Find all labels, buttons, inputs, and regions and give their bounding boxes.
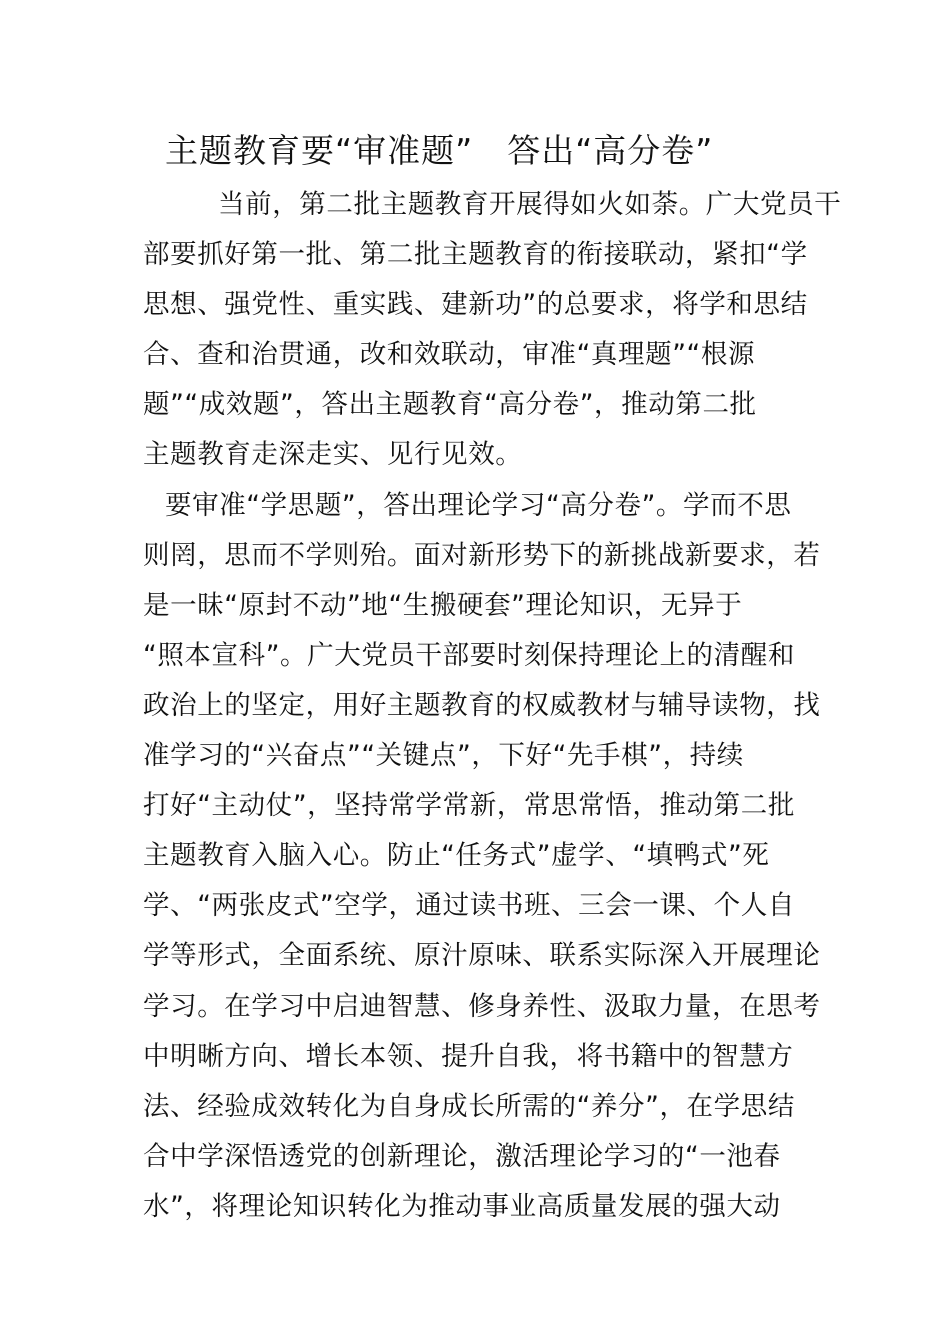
paragraph-2-line: 是一昧“原封不动”地“生搬硬套”理论知识，无异于: [143, 589, 743, 621]
paragraph-2-line: 法、经验成效转化为自身成长所需的“养分”，在学思结: [143, 1090, 795, 1122]
document-body: [143, 180, 842, 1232]
paragraph-2-line: 打好“主动仗”，坚持常学常新，常思常悟，推动第二批: [143, 790, 795, 822]
paragraph-1-line: 合、查和治贯通，改和效联动，审准“真理题”“根源: [143, 339, 756, 371]
paragraph-1-line: 题”“成效题”，答出主题教育“高分卷”，推动第二批: [143, 389, 757, 421]
paragraph-2-line: 则罔，思而不学则殆。面对新形势下的新挑战新要求，若: [143, 539, 821, 571]
paragraph-2-line: 政治上的坚定，用好主题教育的权威教材与辅导读物，找: [143, 689, 821, 721]
paragraph-2-line: 学习。在学习中启迪智慧、修身养性、汲取力量，在思考: [143, 990, 821, 1022]
paragraph-2-line: 中明晰方向、增长本领、提升自我，将书籍中的智慧方: [143, 1040, 794, 1072]
document-title: 主题教育要“审准题” 答出“高分卷”: [165, 131, 714, 170]
paragraph-2-line: 主题教育入脑入心。防止“任务式”虚学、“填鸭式”死: [143, 840, 770, 872]
paragraph-1-line: 思想、强党性、重实践、建新功”的总要求，将学和思结: [143, 289, 808, 321]
paragraph-2-line: 学等形式，全面系统、原汁原味、联系实际深入开展理论: [143, 940, 821, 972]
paragraph-2-line: 准学习的“兴奋点”“关键点”，下好“先手棋”，持续: [143, 740, 744, 772]
paragraph-2-line: 要审准“学思题”，答出理论学习“高分卷”。学而不思: [165, 489, 792, 521]
paragraph-2-line: “照本宣科”。广大党员干部要时刻保持理论上的清醒和: [143, 639, 795, 671]
paragraph-2-line: 水”，将理论知识转化为推动事业高质量发展的强大动: [143, 1190, 781, 1222]
paragraph-1-line: 主题教育走深走实、见行见效。: [143, 439, 523, 471]
paragraph-2-line: 学、“两张皮式”空学，通过读书班、三会一课、个人自: [143, 890, 795, 922]
paragraph-2-line: 合中学深悟透党的创新理论，激活理论学习的“一池春: [143, 1140, 781, 1172]
paragraph-1-line: 当前，第二批主题教育开展得如火如荼。广大党员干: [218, 189, 842, 220]
paragraph-1-line: 部要抓好第一批、第二批主题教育的衔接联动，紧扣“学: [143, 239, 808, 271]
